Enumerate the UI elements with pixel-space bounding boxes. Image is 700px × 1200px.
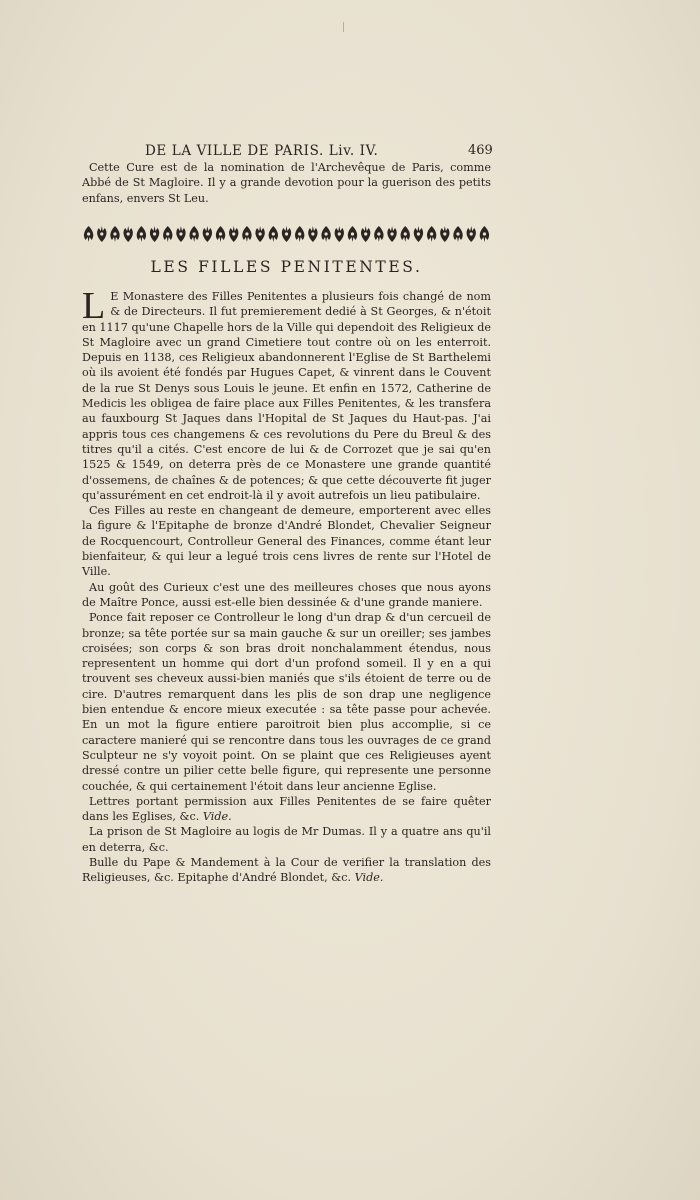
fleuron-glyph: [255, 226, 264, 242]
fleuron-glyph: [387, 226, 396, 242]
fleuron-glyph: [150, 226, 159, 242]
fleuron-glyph: [84, 226, 93, 242]
fleuron-glyph: [242, 226, 251, 242]
fleuron-glyph: [176, 226, 185, 242]
fleuron-glyph: [110, 226, 119, 242]
fleuron-glyph: [97, 226, 106, 242]
running-head: DE LA VILLE DE PARIS. Liv. IV.: [145, 143, 379, 159]
fleuron-glyph: [440, 226, 449, 242]
fleuron-glyph: [269, 226, 278, 242]
paragraph-1: [82, 285, 491, 503]
fleuron-glyph: [189, 226, 198, 242]
paragraph-6: La prison de St Magloire au logis de Mr Dumas. Il y a quatre ans qu'il en deterra, &c.: [82, 825, 491, 854]
fleuron-glyph: [401, 226, 410, 242]
fleuron-glyph: [480, 226, 489, 242]
fleuron-glyph: [321, 226, 330, 242]
intro-paragraph: Cette Cure est de la nomination de l'Archevêque de Paris, comme Abbé de St Magloire. Il y a grande devotion pour la guerison des petits enfans, envers St Leu.: [82, 161, 491, 205]
section-title: LES FILLES PENITENTES.: [150, 258, 423, 276]
fleuron-glyph: [163, 226, 172, 242]
paragraph-2: Ces Filles au reste en changeant de demeure, emporterent avec elles la figure & l'Epitaphe de bronze d'André Blondet, Chevalier Seigneur de Rocquencourt, Controlleur General des Finances, comme étant leur bienfaiteur, & qui leur a legué trois cens livres de rente sur l'Hotel de Ville.: [82, 504, 491, 579]
fleuron-glyph: [282, 226, 291, 242]
vide-note: Vide.: [354, 871, 384, 885]
fleuron-glyph: [203, 226, 212, 242]
fleuron-glyph: [374, 226, 383, 242]
body-text: [82, 285, 491, 886]
fleuron-glyph: [308, 226, 317, 242]
drop-cap: L: [82, 285, 106, 327]
fleuron-glyph: [229, 226, 238, 242]
page-number: 469: [468, 143, 493, 158]
paragraph-3: Au goût des Curieux c'est une des meilleures choses que nous ayons de Maître Ponce, aussi est-elle bien dessinée & d'une grande maniere.: [82, 580, 491, 609]
fleuron-glyph: [216, 226, 225, 242]
fleuron-glyph: [361, 226, 370, 242]
fleuron-glyph: [427, 226, 436, 242]
fleuron-glyph: [453, 226, 462, 242]
intro-paragraph-block: [82, 160, 491, 206]
fleuron-glyph: [335, 226, 344, 242]
paragraph-7: [82, 855, 491, 886]
paragraph-7-text: Bulle du Pape & Mandement à la Cour de verifier la translation des Religieuses, &c. Epitaphe d'André Blondet, &c.: [82, 855, 491, 885]
fleuron-glyph: [295, 226, 304, 242]
fleuron-glyph: [123, 226, 132, 242]
gutter-mark: [343, 22, 344, 32]
paragraph-4: Ponce fait reposer ce Controlleur le long d'un drap & d'un cercueil de bronze; sa tête portée sur sa main gauche & sur un oreiller; ses jambes croisées; son corps & son bras droit nonchalamment étendus, nous representent un homme qui dort d'un profond someil. Il y en a qui trouvent ses cheveux aussi-bien maniés que s'ils étoient de terre ou de cire. D'autres remarquent dans les plis de son drap une negligence bien entendue & encore mieux executée : sa tête passe pour achevée. En un mot la figure entiere paroitroit bien plus accomplie, si ce caractere manieré qui se rencontre dans tous les ouvrages de ce grand Sculpteur ne s'y voyoit point. On se plaint que ces Religieuses ayent dressé contre un pilier cette belle figure, qui represente une personne couchée, & qui certainement l'étoit dans leur ancienne Eglise.: [82, 611, 491, 793]
fleuron-glyph: [414, 226, 423, 242]
fleuron-glyph: [467, 226, 476, 242]
vide-note: Vide.: [202, 810, 232, 824]
fleuron-glyph: [348, 226, 357, 242]
paragraph-5: [82, 794, 491, 825]
paragraph-5-text: Lettres portant permission aux Filles Penitentes de se faire quêter dans les Eglises, &c.: [82, 794, 491, 824]
fleuron-ornament-band: [82, 223, 491, 245]
paragraph-1-text: E Monastere des Filles Penitentes a plusieurs fois changé de nom & de Directeurs. Il fut premierement dedié à St Georges, & n'étoit en 1117 qu'une Chapelle hors de la Ville qui dependoit des Religieux de St Magloire avec un grand Cimetiere tout contre où on les enterroit. Depuis en 1138, ces Religieux abandonnerent l'Eglise de St Barthelemi où ils avoient été fondés par Hugues Capet, & vinrent dans le Couvent de la rue St Denys sous Louis le jeune. Et enfin en 1572, Catherine de Medicis les obligea de faire place aux Filles Penitentes, & les transfera au fauxbourg St Jaques dans l'Hopital de St Jaques du Haut-pas. J'ai appris tous ces changemens & ces revolutions du Pere du Breul & des titres qu'il a cités. C'est encore de lui & de Corrozet que je sai qu'en 1525 & 1549, on deterra près de ce Monastere une grande quantité d'ossemens, de chaînes & de potences; & que cette découverte fit juger qu'assurément en cet endroit-là il y avoit autrefois un lieu patibulaire.: [82, 290, 491, 502]
fleuron-glyph: [137, 226, 146, 242]
